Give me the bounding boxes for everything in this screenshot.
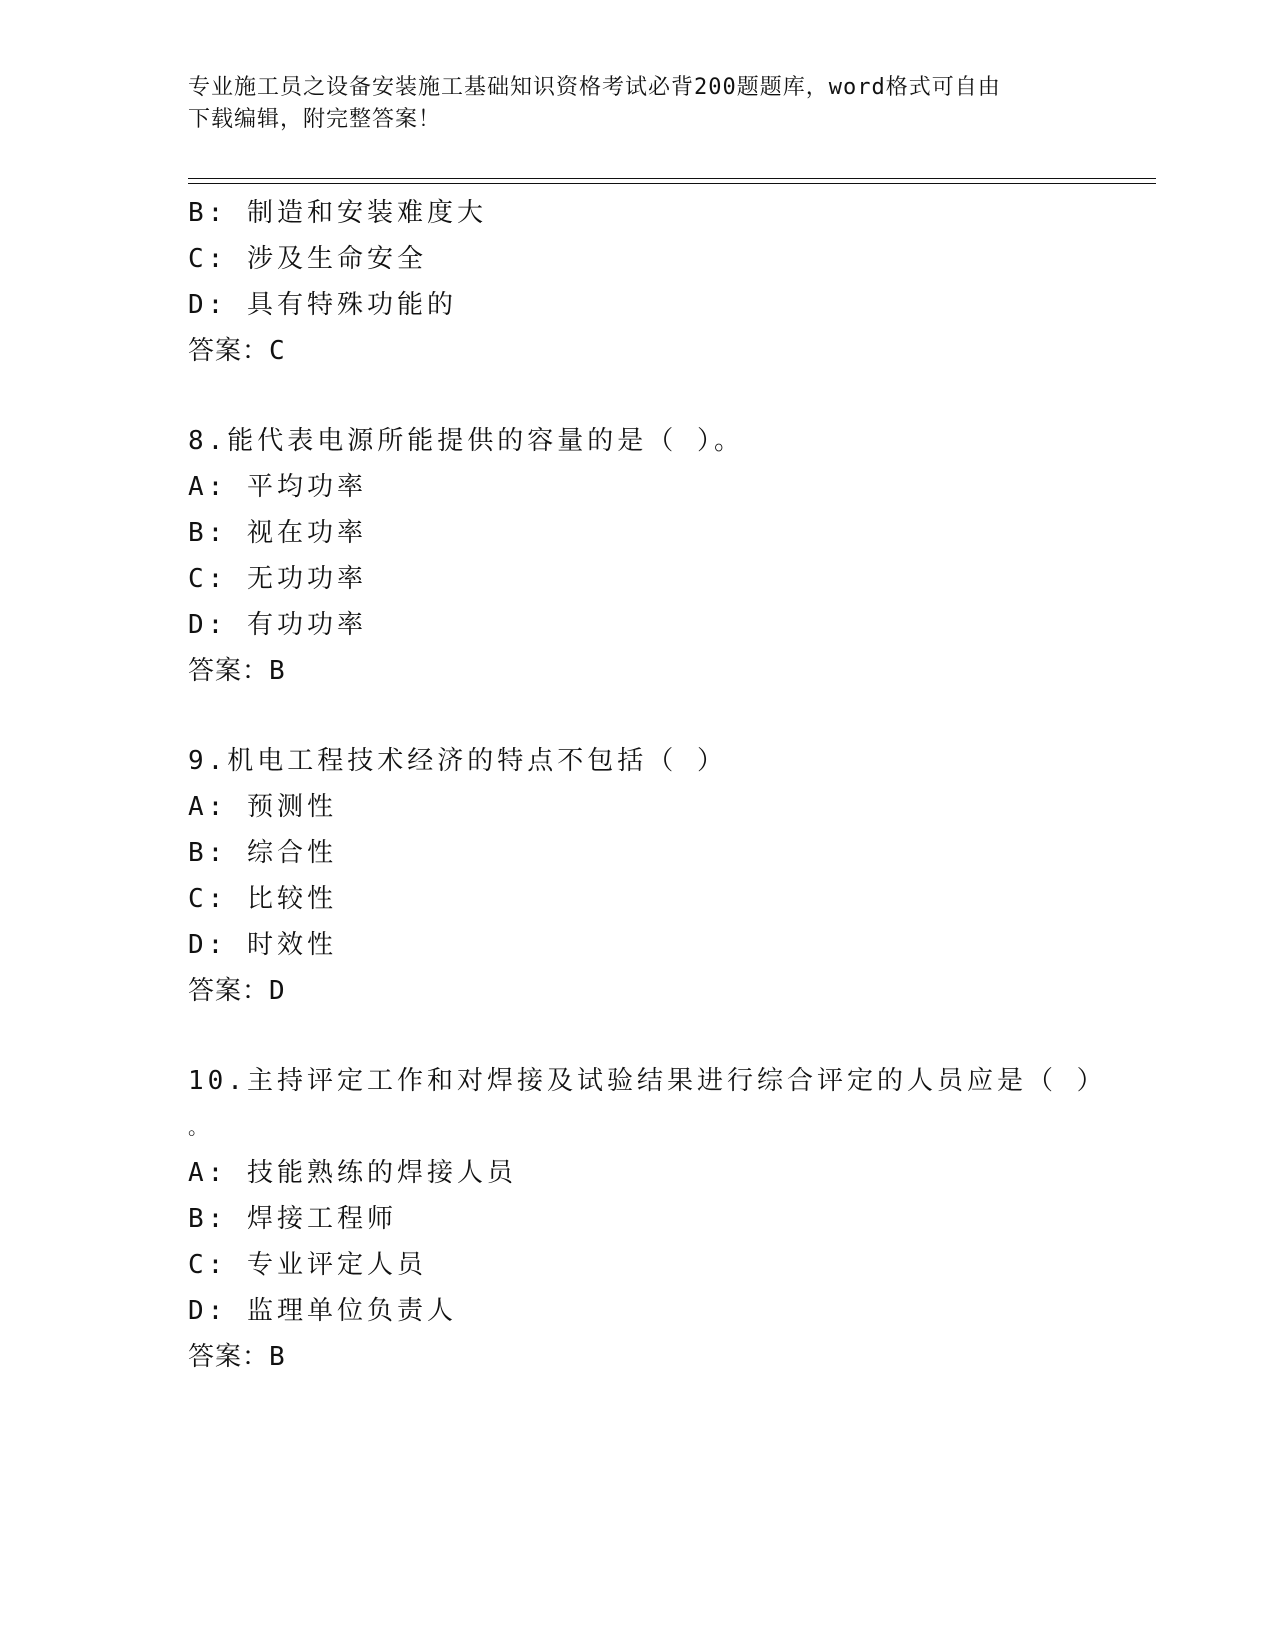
header-divider-bottom xyxy=(188,183,1156,184)
question-8-option-c: C: 无功功率 xyxy=(188,564,367,594)
question-8-answer xyxy=(188,648,1088,694)
question-8-option-b: B: 视在功率 xyxy=(188,518,367,548)
answer-value: D xyxy=(269,976,286,1006)
question-8-block xyxy=(188,418,1088,694)
answer-label: 答案： xyxy=(188,976,270,1006)
question-9-text: 9.机电工程技术经济的特点不包括（ ） xyxy=(188,746,727,776)
question-8-option-d: D: 有功功率 xyxy=(188,610,367,640)
header-line-2: 下载编辑，附完整答案！ xyxy=(188,107,442,132)
question-10-option-d: D: 监理单位负责人 xyxy=(188,1296,457,1326)
question-list xyxy=(188,190,1107,1380)
answer-value: C xyxy=(269,336,286,366)
question-7-block xyxy=(188,190,1088,374)
question-10-text: 10.主持评定工作和对焊接及试验结果进行综合评定的人员应是（ ） xyxy=(188,1066,1107,1096)
spacer xyxy=(188,694,1088,738)
question-8-option-a: A: 平均功率 xyxy=(188,472,367,502)
question-10-option-c: C: 专业评定人员 xyxy=(188,1250,427,1280)
question-9-block xyxy=(188,738,1088,1014)
answer-label: 答案： xyxy=(188,336,270,366)
question-9-option-c: C: 比较性 xyxy=(188,884,337,914)
answer-label: 答案： xyxy=(188,656,270,686)
question-7-option-d: D: 具有特殊功能的 xyxy=(188,290,457,320)
document-header xyxy=(188,72,1068,136)
question-7-answer xyxy=(188,328,1088,374)
header-line-1: 专业施工员之设备安装施工基础知识资格考试必背200题题库，word格式可自由 xyxy=(188,75,1001,100)
question-7-option-c: C: 涉及生命安全 xyxy=(188,244,427,274)
question-9-option-a: A: 预测性 xyxy=(188,792,337,822)
question-8-text: 8.能代表电源所能提供的容量的是（ ）。 xyxy=(188,426,744,456)
spacer xyxy=(188,1014,1088,1058)
question-10-option-b: B: 焊接工程师 xyxy=(188,1204,397,1234)
header-divider-top xyxy=(188,178,1156,179)
question-10-answer xyxy=(188,1334,1088,1380)
answer-value: B xyxy=(269,1342,286,1372)
spacer xyxy=(188,374,1088,418)
answer-value: B xyxy=(269,656,286,686)
question-9-answer xyxy=(188,968,1088,1014)
question-10-option-a: A: 技能熟练的焊接人员 xyxy=(188,1158,517,1188)
answer-label: 答案： xyxy=(188,1342,270,1372)
question-10-text-continuation: 。 xyxy=(188,1115,208,1139)
question-10-block xyxy=(188,1058,1107,1380)
question-9-option-d: D: 时效性 xyxy=(188,930,337,960)
question-7-option-b: B: 制造和安装难度大 xyxy=(188,198,487,228)
question-9-option-b: B: 综合性 xyxy=(188,838,337,868)
